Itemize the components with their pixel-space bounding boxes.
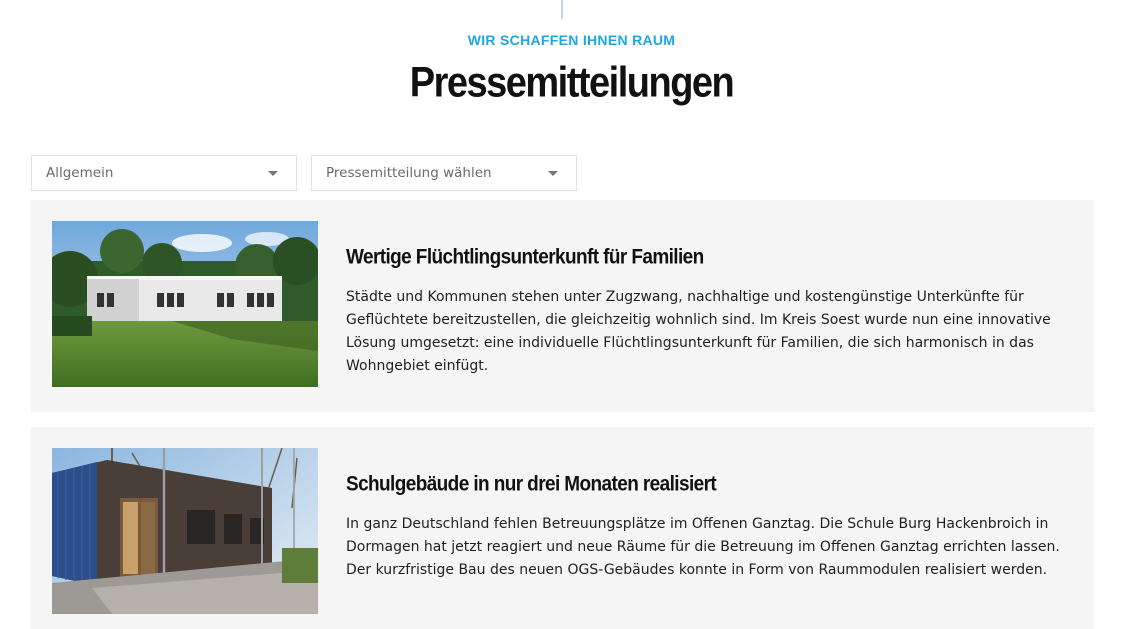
press-release-select[interactable] <box>311 155 577 191</box>
refugee-housing-image <box>52 221 318 387</box>
school-building-image <box>52 448 318 614</box>
article-title[interactable]: Schulgebäude in nur drei Monaten realisiert <box>346 473 717 497</box>
filter-bar <box>31 155 577 191</box>
article-image[interactable] <box>52 448 318 614</box>
section-eyebrow: WIR SCHAFFEN IHNEN RAUM <box>467 32 676 48</box>
article-excerpt: Städte und Kommunen stehen unter Zugzwang, nachhaltige und kostengünstige Unterkünfte für Geflüchtete bereitzustellen, die gleichzeitig wohnlich sind. Im Kreis Soest wurde nun eine innovative Lösung umgesetzt: eine individuelle Flüchtlingsunterkunft für Familien, die sich harmonisch in das Wohngebiet einfügt. <box>346 289 1051 374</box>
chevron-down-icon <box>268 171 278 176</box>
article-card[interactable] <box>31 427 1094 629</box>
chevron-down-icon <box>548 171 558 176</box>
category-select[interactable] <box>31 155 297 191</box>
page-title: Pressemitteilungen <box>409 59 734 107</box>
top-divider-line <box>561 0 563 19</box>
article-card[interactable] <box>31 200 1094 412</box>
article-excerpt: In ganz Deutschland fehlen Betreuungsplätze im Offenen Ganztag. Die Schule Burg Hackenbroich in Dormagen hat jetzt reagiert und neue Räume für die Betreuung im Offenen Ganztag errichten lassen. Der kurzfristige Bau des neuen OGS-Gebäudes konnte in Form von Raummodulen realisiert werden. <box>346 516 1060 578</box>
article-title[interactable]: Wertige Flüchtlingsunterkunft für Familien <box>346 246 704 270</box>
press-release-select-value: Pressemitteilung wählen <box>326 165 492 181</box>
article-image[interactable] <box>52 221 318 387</box>
category-select-value: Allgemein <box>46 165 114 181</box>
